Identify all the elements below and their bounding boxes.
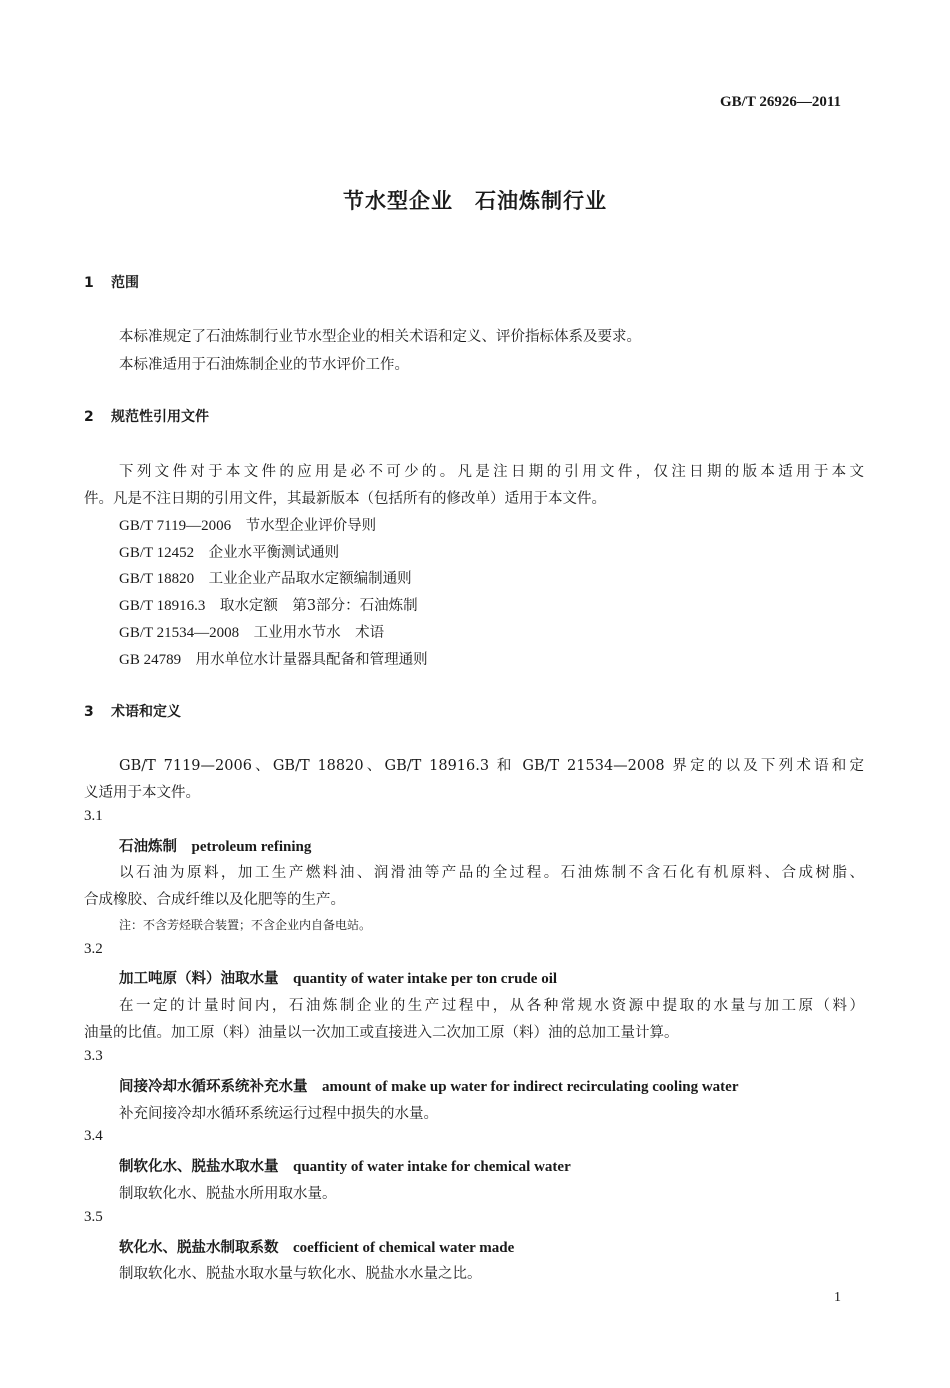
paragraph: 本标准规定了石油炼制行业节水型企业的相关术语和定义、评价指标体系及要求。	[119, 329, 641, 345]
reference-item	[119, 514, 376, 535]
section-title: 术语和定义	[111, 704, 181, 720]
reference-code: GB/T 12452	[119, 545, 195, 561]
term-zh: 加工吨原（料）油取水量	[119, 971, 279, 987]
paragraph: 本标准适用于石油炼制企业的节水评价工作。	[119, 357, 409, 373]
reference-title: 取水定额 第3部分：石油炼制	[219, 598, 418, 614]
reference-title: 工业用水节水 术语	[253, 625, 385, 641]
term-note: 注：不含芳烃联合装置；不含企业内自备电站。	[119, 918, 372, 932]
section-title: 规范性引用文件	[111, 409, 209, 425]
term-zh: 制软化水、脱盐水取水量	[119, 1159, 279, 1175]
term-definition: 在一定的计量时间内，石油炼制企业的生产过程中，从各种常规水资源中提取的水量与加工原（料）	[119, 998, 864, 1014]
reference-item	[119, 594, 418, 615]
reference-title: 企业水平衡测试通则	[208, 545, 340, 561]
term-zh: 间接冷却水循环系统补充水量	[119, 1079, 308, 1095]
term-zh: 软化水、脱盐水制取系数	[119, 1240, 279, 1256]
standard-number: GB/T 26926—2011	[720, 94, 841, 110]
paragraph-line: 下列文件对于本文件的应用是必不可少的。凡是注日期的引用文件，仅注日期的版本适用于本文	[119, 464, 864, 480]
term-number: 3.2	[84, 941, 103, 957]
term-heading	[119, 835, 311, 856]
reference-code: GB 24789	[119, 652, 182, 668]
section-number: 1	[84, 275, 94, 291]
reference-title: 用水单位水计量器具配备和管理通则	[195, 652, 428, 668]
section-number: 2	[84, 409, 94, 425]
term-zh: 石油炼制	[119, 839, 177, 855]
reference-title: 节水型企业评价导则	[245, 518, 377, 534]
term-heading	[119, 1236, 514, 1257]
term-heading	[119, 967, 557, 988]
term-definition: 制取软化水、脱盐水取水量与软化水、脱盐水水量之比。	[119, 1266, 482, 1282]
term-definition: 合成橡胶、合成纤维以及化肥等的生产。	[84, 892, 345, 908]
paragraph-line: 义适用于本文件。	[84, 785, 200, 801]
term-heading	[119, 1075, 738, 1096]
term-number: 3.3	[84, 1048, 103, 1064]
term-en: coefficient of chemical water made	[293, 1240, 515, 1256]
term-number: 3.1	[84, 808, 103, 824]
reference-item	[119, 621, 384, 642]
document-title: 节水型企业 石油炼制行业	[343, 189, 607, 213]
paragraph-line: 件。凡是不注日期的引用文件，其最新版本（包括所有的修改单）适用于本文件。	[84, 491, 606, 507]
term-number: 3.5	[84, 1209, 103, 1225]
term-heading	[119, 1155, 571, 1176]
term-definition: 以石油为原料，加工生产燃料油、润滑油等产品的全过程。石油炼制不含石化有机原料、合成树脂、	[119, 865, 864, 881]
paragraph-line: GB/T 7119—2006、GB/T 18820、GB/T 18916.3 和 GB/T 21534—2008 界定的以及下列术语和定	[119, 758, 864, 774]
term-en: amount of make up water for indirect recirculating cooling water	[322, 1079, 739, 1095]
section-3-heading	[84, 701, 181, 721]
reference-code: GB/T 18916.3	[119, 598, 206, 614]
reference-code: GB/T 7119—2006	[119, 518, 232, 534]
section-title: 范围	[111, 275, 139, 291]
reference-item	[119, 567, 412, 588]
section-1-heading	[84, 272, 139, 292]
term-en: quantity of water intake per ton crude oil	[293, 971, 558, 987]
reference-item	[119, 541, 339, 562]
reference-item	[119, 648, 428, 669]
term-definition: 补充间接冷却水循环系统运行过程中损失的水量。	[119, 1106, 438, 1122]
term-definition: 油量的比值。加工原（料）油量以一次加工或直接进入二次加工原（料）油的总加工量计算。	[84, 1025, 679, 1041]
term-definition: 制取软化水、脱盐水所用取水量。	[119, 1186, 337, 1202]
section-2-heading	[84, 406, 209, 426]
reference-code: GB/T 18820	[119, 571, 195, 587]
term-en: petroleum refining	[191, 839, 312, 855]
page-number: 1	[834, 1290, 841, 1305]
reference-title: 工业企业产品取水定额编制通则	[208, 571, 412, 587]
term-en: quantity of water intake for chemical water	[293, 1159, 571, 1175]
reference-code: GB/T 21534—2008	[119, 625, 240, 641]
section-number: 3	[84, 704, 94, 720]
term-number: 3.4	[84, 1128, 103, 1144]
